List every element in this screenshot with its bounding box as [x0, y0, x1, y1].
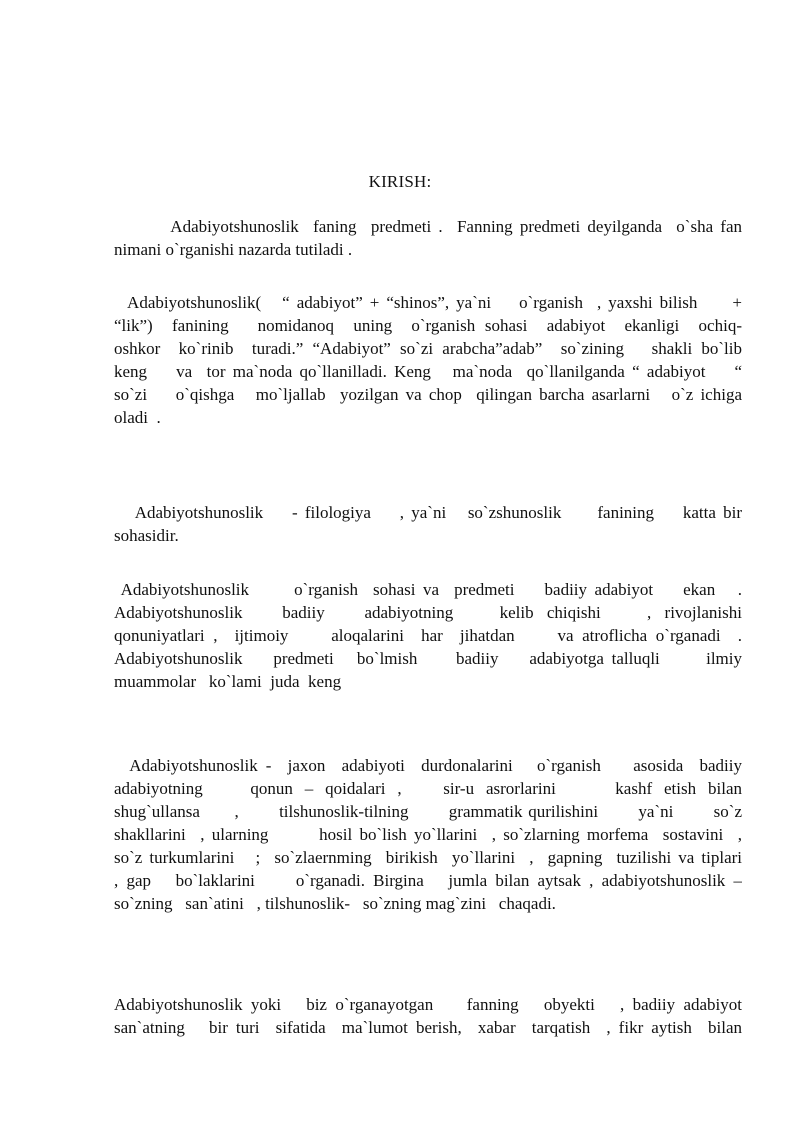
paragraph-line: Adabiyotshunoslik( “ adabiyot” + “shinos”, ya`ni o`rganish , yaxshi bilish + — [114, 293, 742, 312]
paragraph-line: Adabiyotshunoslik - filologiya , ya`ni so`zshunoslik fanining katta bir — [114, 503, 742, 522]
paragraph-line: muammolar ko`lami juda keng — [114, 672, 342, 691]
paragraph-line: Adabiyotshunoslik predmeti bo`lmish badiiy adabiyotga talluqli ilmiy — [114, 649, 742, 668]
paragraph-line: san`atning bir turi sifatida ma`lumot berish, xabar tarqatish , fikr aytish bilan — [114, 1018, 742, 1037]
paragraph-line: so`z turkumlarini ; so`zlaernming birikish yo`llarini , gapning tuzilishi va tiplari — [114, 848, 742, 867]
paragraph-line: oshkor ko`rinib turadi.” “Adabiyot” so`zi arabcha”adab” so`zining shakli bo`lib — [114, 339, 742, 358]
paragraph-line: , gap bo`laklarini o`rganadi. Birgina jumla bilan aytsak , adabiyotshunoslik – — [114, 871, 742, 890]
paragraph-line: Adabiyotshunoslik - jaxon adabiyoti durdonalarini o`rganish asosida badiiy — [114, 756, 742, 775]
paragraph-line: qonuniyatlari , ijtimoiy aloqalarini har jihatdan va atroflicha o`rganadi . — [114, 626, 742, 645]
paragraph-line: Adabiyotshunoslik faning predmeti . Fanning predmeti deyilganda o`sha fan — [114, 217, 742, 236]
paragraph-line: “lik”) fanining nomidanoq uning o`rganish sohasi adabiyot ekanligi ochiq- — [114, 316, 742, 335]
paragraph-line: shakllarini , ularning hosil bo`lish yo`llarini , so`zlarning morfema sostavini , — [114, 825, 742, 844]
paragraph — [114, 578, 742, 693]
paragraph-line: so`zi o`qishga mo`ljallab yozilgan va chop qilingan barcha asarlarni o`z ichiga — [114, 385, 742, 404]
paragraph-line: adabiyotning qonun – qoidalari , sir-u asrorlarini kashf etish bilan — [114, 779, 742, 798]
paragraph-line: so`zning san`atini , tilshunoslik- so`zning mag`zini chaqadi. — [114, 894, 556, 913]
paragraph — [114, 215, 742, 261]
page-title: KIRISH: — [368, 172, 432, 191]
paragraph-line: sohasidir. — [114, 526, 179, 545]
paragraph — [114, 501, 742, 547]
paragraph-line: Adabiyotshunoslik o`rganish sohasi va predmeti badiiy adabiyot ekan . — [114, 580, 742, 599]
paragraph-line: nimani o`rganishi nazarda tutiladi . — [114, 240, 353, 259]
paragraph-line: keng va tor ma`noda qo`llanilladi. Keng ma`noda qo`llanilganda “ adabiyot “ — [114, 362, 742, 381]
paragraph — [114, 754, 742, 915]
paragraph-line: Adabiyotshunoslik badiiy adabiyotning kelib chiqishi , rivojlanishi — [114, 603, 742, 622]
paragraph-line: oladi . — [114, 408, 161, 427]
paragraph-line: Adabiyotshunoslik yoki biz o`rganayotgan fanning obyekti , badiiy adabiyot — [114, 995, 742, 1014]
paragraph-line: shug`ullansa , tilshunoslik-tilning grammatik qurilishini ya`ni so`z — [114, 802, 742, 821]
paragraph — [114, 291, 742, 429]
paragraph — [114, 993, 742, 1039]
